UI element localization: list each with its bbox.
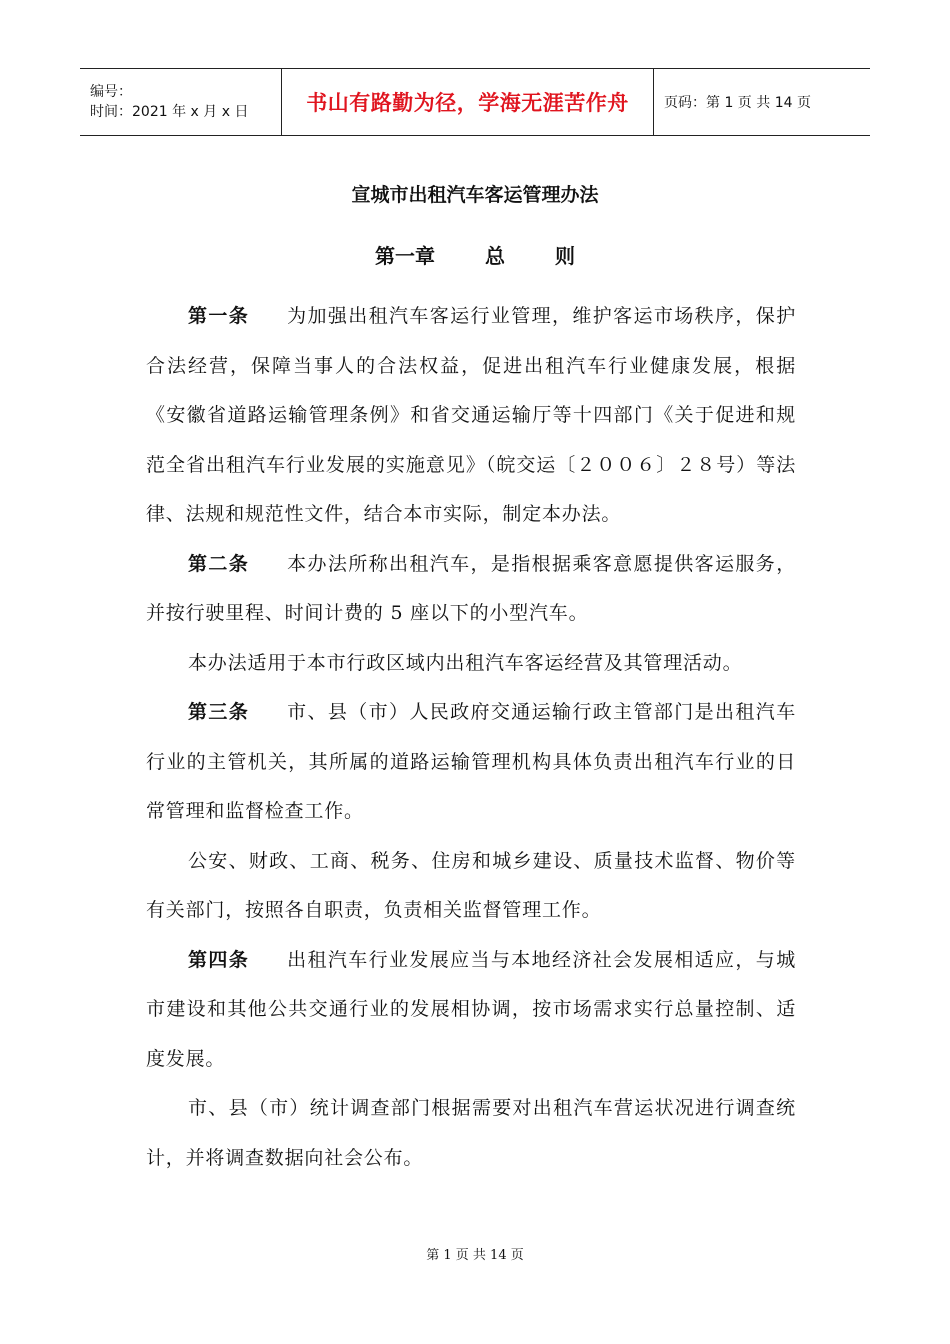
header-page-info: 页码：第 1 页 共 14 页 [664, 95, 811, 111]
paragraph [146, 639, 796, 689]
paragraph [146, 688, 796, 837]
paragraph [146, 1084, 796, 1183]
header-motto: 书山有路勤为径，学海无涯苦作舟 [282, 69, 654, 135]
paragraph-text: 为加强出租汽车客运行业管理，维护客运市场秩序，保护合法经营，保障当事人的合法权益，促进出租汽车行业健康发展，根据《安徽省道路运输管理条例》和省交通运输厅等十四部门《关于促进和规范全省出租汽车行业发展的实施意见》（皖交运〔２００６〕２８号）等法律、法规和规范性文件，结合本市实际，制定本办法。 [146, 305, 796, 525]
chapter-name-part2: 则 [555, 244, 575, 268]
article-number: 第三条 [188, 701, 250, 723]
paragraph-text: 出租汽车行业发展应当与本地经济社会发展相适应，与城市建设和其他公共交通行业的发展相协调，按市场需求实行总量控制、适度发展。 [146, 948, 796, 1070]
page-footer: 第 1 页 共 14 页 [426, 1248, 524, 1263]
paragraph [146, 540, 796, 639]
document-title: 宣城市出租汽车客运管理办法 [351, 184, 599, 206]
document-body [146, 292, 796, 1183]
paragraph-text: 市、县（市）统计调查部门根据需要对出租汽车营运状况进行调查统计，并将调查数据向社会公布。 [146, 1097, 796, 1169]
chapter-number: 第一章 [375, 244, 435, 268]
paragraph-text: 本办法所称出租汽车，是指根据乘客意愿提供客运服务，并按行驶里程、时间计费的 5 座以下的小型汽车。 [146, 552, 796, 624]
date-label: 时间：2021 年 x 月 x 日 [90, 104, 249, 120]
paragraph-text: 本办法适用于本市行政区域内出租汽车客运经营及其管理活动。 [188, 651, 743, 674]
chapter-name-part1: 总 [485, 244, 505, 268]
chapter-heading [0, 240, 950, 269]
number-label: 编号： [90, 84, 132, 100]
article-number: 第一条 [188, 305, 250, 327]
paragraph [146, 292, 796, 540]
paragraph-text: 公安、财政、工商、税务、住房和城乡建设、质量技术监督、物价等有关部门，按照各自职责，负责相关监督管理工作。 [146, 849, 796, 921]
article-number: 第四条 [188, 948, 250, 971]
article-number: 第二条 [188, 552, 250, 575]
paragraph [146, 837, 796, 936]
document-header [80, 68, 870, 136]
paragraph-text: 市、县（市）人民政府交通运输行政主管部门是出租汽车行业的主管机关，其所属的道路运输管理机构具体负责出租汽车行业的日常管理和监督检查工作。 [146, 701, 796, 822]
paragraph [146, 936, 796, 1085]
header-meta [80, 69, 282, 135]
